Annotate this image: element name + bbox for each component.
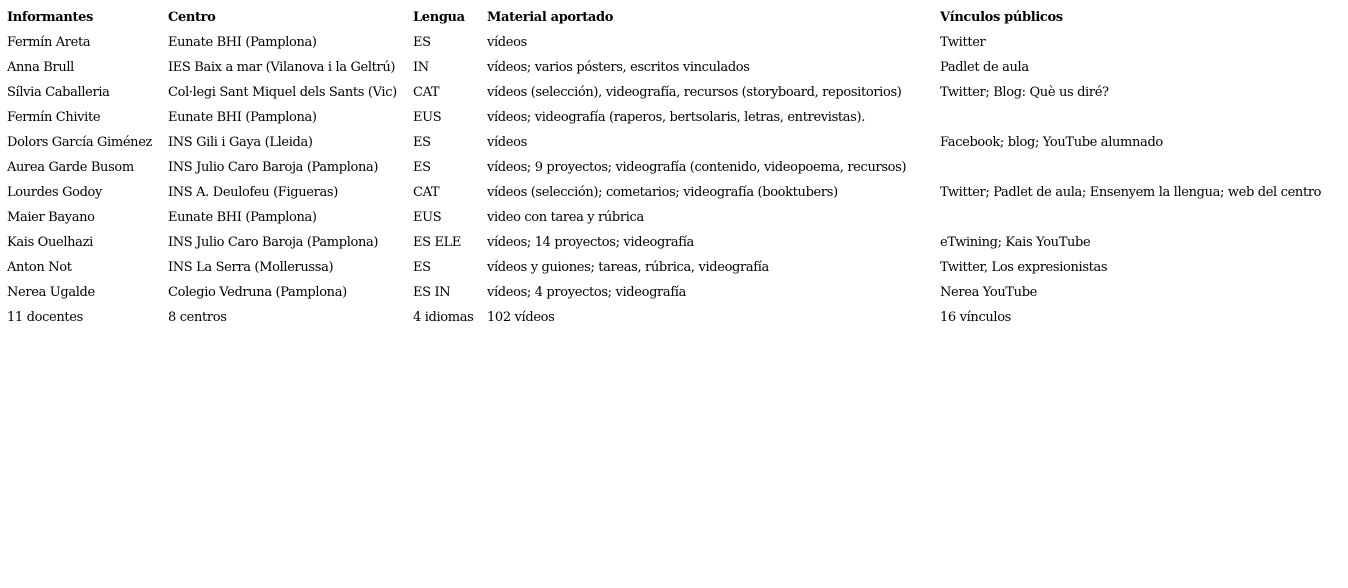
cell-lengua: CAT — [413, 185, 440, 200]
cell-informante: Sílvia Caballeria — [7, 85, 110, 100]
table-row — [2, 55, 1346, 80]
cell-vinculos: Twitter; Padlet de aula; Ensenyem la llengua; web del centro — [940, 185, 1322, 200]
cell-centro: Eunate BHI (Pamplona) — [168, 35, 317, 50]
header-lengua: Lengua — [413, 10, 465, 25]
cell-centro: Eunate BHI (Pamplona) — [168, 210, 317, 225]
cell-informante: Aurea Garde Busom — [7, 160, 134, 175]
total-idiomas: 4 idiomas — [413, 310, 474, 325]
cell-vinculos: eTwining; Kais YouTube — [940, 235, 1091, 250]
cell-vinculos: Facebook; blog; YouTube alumnado — [940, 135, 1163, 150]
cell-centro: INS Gili i Gaya (Lleida) — [168, 135, 313, 150]
table-row — [2, 180, 1346, 205]
cell-vinculos: Nerea YouTube — [940, 285, 1038, 300]
cell-vinculos: Twitter, Los expresionistas — [940, 260, 1108, 275]
table-row — [2, 155, 1346, 180]
cell-material: vídeos (selección), videografía, recursos (storyboard, repositorios) — [487, 85, 902, 100]
table-header — [2, 5, 1346, 30]
table-body — [2, 30, 1346, 330]
cell-material: vídeos; varios pósters, escritos vinculados — [487, 60, 750, 75]
cell-informante: Kais Ouelhazi — [7, 235, 93, 250]
header-informantes: Informantes — [7, 10, 94, 25]
cell-informante: Fermín Areta — [7, 35, 91, 50]
cell-centro: INS Julio Caro Baroja (Pamplona) — [168, 160, 379, 175]
table-row — [2, 280, 1346, 305]
total-videos: 102 vídeos — [487, 310, 555, 325]
total-docentes: 11 docentes — [7, 310, 83, 325]
cell-lengua: EUS — [413, 110, 442, 125]
total-centros: 8 centros — [168, 310, 227, 325]
cell-centro: Eunate BHI (Pamplona) — [168, 110, 317, 125]
cell-vinculos — [935, 105, 1346, 130]
cell-lengua: CAT — [413, 85, 440, 100]
cell-lengua: ES IN — [413, 285, 451, 300]
cell-centro: INS La Serra (Mollerussa) — [168, 260, 334, 275]
header-row — [2, 5, 1346, 30]
header-centro: Centro — [168, 10, 216, 25]
cell-lengua: IN — [413, 60, 429, 75]
cell-centro: IES Baix a mar (Vilanova i la Geltrú) — [168, 60, 396, 75]
cell-centro: Col·legi Sant Miquel dels Sants (Vic) — [168, 85, 397, 100]
cell-vinculos — [935, 205, 1346, 230]
cell-centro: INS A. Deulofeu (Figueras) — [168, 185, 338, 200]
cell-material: vídeos; 4 proyectos; videografía — [487, 285, 686, 300]
table-row — [2, 255, 1346, 280]
table-row — [2, 30, 1346, 55]
cell-material: vídeos — [487, 35, 527, 50]
cell-lengua: ES — [413, 160, 431, 175]
cell-informante: Lourdes Godoy — [7, 185, 103, 200]
cell-lengua: ES — [413, 35, 431, 50]
cell-material: vídeos; 14 proyectos; videografía — [487, 235, 694, 250]
cell-material: vídeos (selección); cometarios; videografía (booktubers) — [487, 185, 838, 200]
table-row — [2, 80, 1346, 105]
cell-material: vídeos; 9 proyectos; videografía (contenido, videopoema, recursos) — [487, 160, 907, 175]
table-row — [2, 230, 1346, 255]
cell-informante: Dolors García Giménez — [7, 135, 153, 150]
cell-informante: Maier Bayano — [7, 210, 95, 225]
cell-lengua: ES ELE — [413, 235, 462, 250]
cell-vinculos: Twitter; Blog: Què us diré? — [940, 85, 1109, 100]
cell-material: vídeos; videografía (raperos, bertsolaris, letras, entrevistas). — [487, 110, 866, 125]
cell-material: video con tarea y rúbrica — [487, 210, 644, 225]
table-row — [2, 130, 1346, 155]
cell-centro: Colegio Vedruna (Pamplona) — [168, 285, 347, 300]
informants-table — [2, 5, 1346, 330]
cell-lengua: ES — [413, 260, 431, 275]
cell-centro: INS Julio Caro Baroja (Pamplona) — [168, 235, 379, 250]
table-row — [2, 105, 1346, 130]
cell-material: vídeos — [487, 135, 527, 150]
table-row — [2, 205, 1346, 230]
cell-informante: Anna Brull — [7, 60, 74, 75]
total-vinculos: 16 vínculos — [940, 310, 1012, 325]
totals-row — [2, 305, 1346, 330]
cell-lengua: EUS — [413, 210, 442, 225]
cell-vinculos: Twitter — [940, 35, 986, 50]
cell-vinculos: Padlet de aula — [940, 60, 1029, 75]
header-vinculos: Vínculos públicos — [940, 10, 1063, 25]
cell-informante: Anton Not — [7, 260, 72, 275]
cell-material: vídeos y guiones; tareas, rúbrica, videografía — [487, 260, 769, 275]
cell-informante: Nerea Ugalde — [7, 285, 95, 300]
header-material: Material aportado — [487, 10, 614, 25]
cell-vinculos — [935, 155, 1346, 180]
cell-informante: Fermín Chivite — [7, 110, 101, 125]
cell-lengua: ES — [413, 135, 431, 150]
